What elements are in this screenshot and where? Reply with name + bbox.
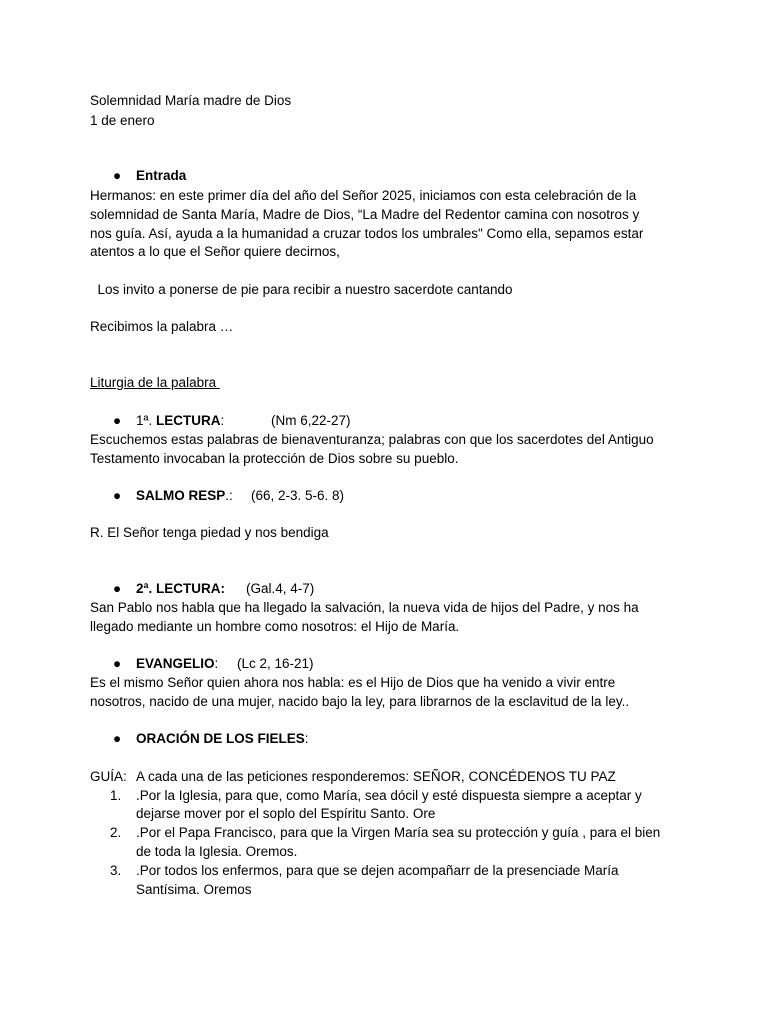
oracion-colon: : xyxy=(304,731,309,746)
petition-number: 1. xyxy=(110,788,122,803)
guia-label: GUÍA: xyxy=(90,769,127,784)
petition-number: 3. xyxy=(110,863,122,878)
petition-number: 2. xyxy=(110,825,122,840)
entrada-line: Hermanos: en este primer día del año del Señor 2025, iniciamos con esta celebración de la xyxy=(90,188,637,203)
lectura1-heading xyxy=(136,411,224,430)
lectura1-line: Escuchemos estas palabras de bienaventuranza; palabras con que los sacerdotes del Antiguo xyxy=(90,432,654,447)
entrada-recibimos: Recibimos la palabra … xyxy=(90,319,234,334)
entrada-invite: Los invito a ponerse de pie para recibir a nuestro sacerdote cantando xyxy=(90,282,513,297)
salmo-heading xyxy=(136,486,233,505)
entrada-line: solemnidad de Santa María, Madre de Dios, “La Madre del Redentor camina con nosotros y xyxy=(90,207,640,222)
oracion-heading xyxy=(136,729,309,748)
salmo-response: R. El Señor tenga piedad y nos bendiga xyxy=(90,525,329,540)
evangelio-line: Es el mismo Señor quien ahora nos habla: es el Hijo de Dios que ha venido a vivir entre xyxy=(90,675,616,690)
evangelio-line: nosotros, nacido de una mujer, nacido bajo la ley, para librarnos de la esclavitud de la ley.. xyxy=(90,694,630,709)
evangelio-label: EVANGELIO xyxy=(136,656,215,671)
lectura2-line: San Pablo nos habla que ha llegado la salvación, la nueva vida de hijos del Padre, y nos ha xyxy=(90,600,639,615)
lectura1-prefix: 1ª. xyxy=(136,413,157,428)
evangelio-ref: (Lc 2, 16-21) xyxy=(237,656,314,671)
entrada-line: atentos a lo que el Señor quiere decirnos, xyxy=(90,244,340,259)
salmo-suffix: .: xyxy=(225,488,233,503)
petition-line: .Por el Papa Francisco, para que la Virgen María sea su protección y guía , para el bien xyxy=(136,825,661,840)
salmo-label: SALMO RESP xyxy=(136,488,226,503)
bullet-icon: ● xyxy=(113,413,122,428)
bullet-icon: ● xyxy=(113,731,122,746)
lectura2-line: llegado mediante un hombre como nosotros: el Hijo de María. xyxy=(90,619,460,634)
lectura1-line: Testamento invocaban la protección de Dios sobre su pueblo. xyxy=(90,451,459,466)
entrada-line: nos guía. Así, ayuda a la humanidad a cruzar todos los umbrales" Como ella, sepamos estar xyxy=(90,226,644,241)
bullet-icon: ● xyxy=(113,656,122,671)
petition-line: .Por la Iglesia, para que, como María, sea dócil y esté dispuesta siempre a aceptar y xyxy=(136,788,642,803)
salmo-ref: (66, 2-3. 5-6. 8) xyxy=(251,488,345,503)
lectura1-label: LECTURA xyxy=(156,413,221,428)
petition-line: de toda la Iglesia. Oremos. xyxy=(136,844,298,859)
liturgia-heading: Liturgia de la palabra xyxy=(90,375,220,390)
evangelio-colon: : xyxy=(214,656,219,671)
petition-line: .Por todos los enfermos, para que se dejen acompañarr de la presenciade María xyxy=(136,863,619,878)
doc-date: 1 de enero xyxy=(90,113,155,128)
lectura2-ref: (Gal.4, 4-7) xyxy=(246,581,315,596)
bullet-icon: ● xyxy=(113,581,122,596)
petition-line: Santísima. Oremos xyxy=(136,882,252,897)
bullet-icon: ● xyxy=(113,168,122,183)
lectura1-colon: : xyxy=(220,413,225,428)
lectura1-ref: (Nm 6,22-27) xyxy=(271,413,351,428)
entrada-heading: Entrada xyxy=(136,168,187,183)
lectura2-label: 2ª. LECTURA: xyxy=(136,581,225,596)
evangelio-heading xyxy=(136,654,218,673)
oracion-label: ORACIÓN DE LOS FIELES xyxy=(136,731,305,746)
guia-text: A cada una de las peticiones responderemos: SEÑOR, CONCÉDENOS TU PAZ xyxy=(136,769,616,784)
doc-title: Solemnidad María madre de Dios xyxy=(90,93,292,108)
petition-line: dejarse mover por el soplo del Espíritu Santo. Ore xyxy=(136,806,436,821)
bullet-icon: ● xyxy=(113,488,122,503)
